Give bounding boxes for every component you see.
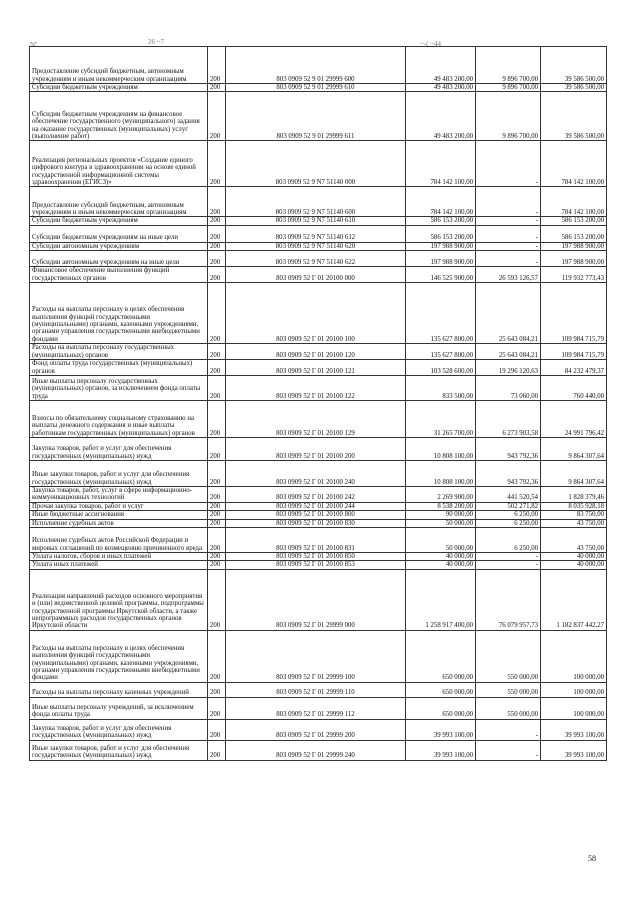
row-code: 803 0909 52 9 N7 51140 600 xyxy=(226,187,406,217)
row-name: Расходы на выплаты персоналу в целях обеспечения выполнения функций государственными (муниципальными) органами, казенными учреждениями, органами управления государственными внебюджетными фондами xyxy=(30,283,208,344)
table-row xyxy=(30,187,607,217)
row-remaining: 1 182 837 442,27 xyxy=(541,569,607,630)
table-row xyxy=(30,502,607,510)
row-name: Субсидии бюджетным учреждениям xyxy=(30,217,208,225)
row-approved: 50 000,00 xyxy=(406,528,476,553)
row-name: Иные выплаты персоналу государственных (муниципальных) органов, за исключением фонда оплаты труда xyxy=(30,376,208,401)
row-kosgu: 200 xyxy=(208,561,226,569)
row-approved: 49 483 200,00 xyxy=(406,84,476,92)
handwritten-mark-left: Nº xyxy=(30,41,38,49)
row-code: 803 0909 52 Г 01 20100 830 xyxy=(226,519,406,527)
row-approved: 650 000,00 xyxy=(406,697,476,719)
row-remaining: 39 993 100,00 xyxy=(541,740,607,760)
row-kosgu: 200 xyxy=(208,519,226,527)
row-kosgu: 200 xyxy=(208,84,226,92)
table-row xyxy=(30,561,607,569)
row-approved: 31 265 700,00 xyxy=(406,401,476,438)
row-executed: - xyxy=(476,225,541,242)
row-kosgu: 200 xyxy=(208,141,226,187)
table-row xyxy=(30,360,607,376)
row-code: 803 0909 52 9 01 29999 610 xyxy=(226,84,406,92)
row-executed: - xyxy=(476,141,541,187)
row-executed: 502 271,82 xyxy=(476,502,541,510)
row-kosgu: 200 xyxy=(208,401,226,438)
row-executed: 6 273 903,58 xyxy=(476,401,541,438)
row-code: 803 0909 52 Г 01 20100 800 xyxy=(226,511,406,519)
row-name: Закупка товаров, работ и услуг для обеспечения государственных (муниципальных) нужд xyxy=(30,438,208,461)
row-remaining: 1 828 379,46 xyxy=(541,487,607,503)
row-executed: - xyxy=(476,242,541,250)
row-name: Расходы на выплаты персоналу в целях обеспечения выполнения функций государственными (муниципальными) органами, казенными учреждениями, органами управления государственными внебюджетными фондами xyxy=(30,630,208,682)
table-row xyxy=(30,719,607,740)
row-executed: 6 250,00 xyxy=(476,528,541,553)
table-row xyxy=(30,251,607,267)
table-row xyxy=(30,511,607,519)
row-executed: - xyxy=(476,553,541,561)
row-kosgu: 200 xyxy=(208,569,226,630)
row-remaining: 197 988 900,00 xyxy=(541,251,607,267)
row-kosgu: 200 xyxy=(208,630,226,682)
row-code: 803 0909 52 Г 01 20100 121 xyxy=(226,360,406,376)
row-executed: 9 896 700,00 xyxy=(476,47,541,84)
table-row xyxy=(30,740,607,760)
row-approved: 833 500,00 xyxy=(406,376,476,401)
row-kosgu: 200 xyxy=(208,438,226,461)
table-row xyxy=(30,84,607,92)
row-approved: 586 153 200,00 xyxy=(406,225,476,242)
table-row xyxy=(30,401,607,438)
row-approved: 39 993 100,00 xyxy=(406,719,476,740)
row-executed: - xyxy=(476,561,541,569)
row-remaining: 109 984 715,79 xyxy=(541,344,607,360)
row-name: Уплата иных платежей xyxy=(30,561,208,569)
row-code: 803 0909 52 9 01 29999 600 xyxy=(226,47,406,84)
row-kosgu: 200 xyxy=(208,376,226,401)
row-code: 803 0909 52 9 N7 51140 622 xyxy=(226,251,406,267)
row-code: 803 0909 52 Г 01 29999 240 xyxy=(226,740,406,760)
table-row xyxy=(30,344,607,360)
row-remaining: 100 000,00 xyxy=(541,682,607,697)
row-name: Субсидии автономным учреждениям xyxy=(30,242,208,250)
row-approved: 146 525 900,00 xyxy=(406,267,476,283)
table-row xyxy=(30,438,607,461)
row-name: Исполнение судебных актов Российской Федерации и мировых соглашений по возмещению причиненного вреда xyxy=(30,528,208,553)
row-remaining: 39 586 500,00 xyxy=(541,47,607,84)
row-remaining: 83 750,00 xyxy=(541,511,607,519)
row-code: 803 0909 52 9 N7 51140 610 xyxy=(226,217,406,225)
row-name: Уплата налогов, сборов и иных платежей xyxy=(30,553,208,561)
row-approved: 135 627 800,00 xyxy=(406,344,476,360)
row-code: 803 0909 52 Г 01 20100 850 xyxy=(226,553,406,561)
row-executed: 19 296 120,63 xyxy=(476,360,541,376)
table-row xyxy=(30,141,607,187)
handwritten-mark-middle: 26 ~7 xyxy=(148,38,165,46)
row-kosgu: 200 xyxy=(208,511,226,519)
row-remaining: 100 000,00 xyxy=(541,630,607,682)
row-code: 803 0909 52 Г 01 20100 242 xyxy=(226,487,406,503)
table-row xyxy=(30,92,607,141)
row-remaining: 24 991 796,42 xyxy=(541,401,607,438)
row-code: 803 0909 52 Г 01 20100 244 xyxy=(226,502,406,510)
row-name: Субсидии бюджетным учреждениям на иные цели xyxy=(30,225,208,242)
table-row xyxy=(30,487,607,503)
row-name: Предоставление субсидий бюджетным, автономным учреждениям и иным некоммерческим организациям xyxy=(30,47,208,84)
row-kosgu: 200 xyxy=(208,487,226,503)
row-kosgu: 200 xyxy=(208,719,226,740)
row-kosgu: 200 xyxy=(208,740,226,760)
row-code: 803 0909 52 Г 01 29999 100 xyxy=(226,630,406,682)
table-row xyxy=(30,630,607,682)
row-kosgu: 200 xyxy=(208,92,226,141)
row-code: 803 0909 52 Г 01 29999 110 xyxy=(226,682,406,697)
row-kosgu: 200 xyxy=(208,283,226,344)
row-approved: 650 000,00 xyxy=(406,630,476,682)
row-name: Взносы по обязательному социальному страхованию на выплаты денежного содержания и иные выплаты работникам государственных (муниципальных) органов xyxy=(30,401,208,438)
row-approved: 10 808 100,00 xyxy=(406,461,476,487)
row-name: Субсидии бюджетным учреждениям на финансовое обеспечение государственного (муниципального) задания на оказание государственных (муниципальных) услуг (выполнение работ) xyxy=(30,92,208,141)
row-remaining: 40 000,00 xyxy=(541,553,607,561)
row-approved: 197 988 900,00 xyxy=(406,242,476,250)
row-kosgu: 200 xyxy=(208,697,226,719)
row-name: Финансовое обеспечение выполнения функций государственных органов xyxy=(30,267,208,283)
row-kosgu: 200 xyxy=(208,461,226,487)
row-approved: 40 000,00 xyxy=(406,561,476,569)
row-code: 803 0909 52 Г 01 20100 122 xyxy=(226,376,406,401)
row-executed: 6 250,00 xyxy=(476,519,541,527)
row-kosgu: 200 xyxy=(208,187,226,217)
row-approved: 39 993 100,00 xyxy=(406,740,476,760)
row-executed: - xyxy=(476,251,541,267)
row-name: Прочая закупка товаров, работ и услуг xyxy=(30,502,208,510)
row-name: Реализация направлений расходов основного мероприятия и (или) ведомственной целевой программы, подпрограммы государственной программы Иркутской области, а также непрограммных расходов государственных органов Иркутской области xyxy=(30,569,208,630)
row-name: Закупка товаров, работ, услуг в сфере информационно-коммуникационных технологий xyxy=(30,487,208,503)
table-row xyxy=(30,461,607,487)
row-remaining: 84 232 479,37 xyxy=(541,360,607,376)
row-remaining: 109 984 715,79 xyxy=(541,283,607,344)
row-approved: 586 153 200,00 xyxy=(406,217,476,225)
row-executed: - xyxy=(476,187,541,217)
row-code: 803 0909 52 9 N7 51140 620 xyxy=(226,242,406,250)
row-code: 803 0909 52 Г 01 20100 120 xyxy=(226,344,406,360)
row-approved: 90 000,00 xyxy=(406,511,476,519)
row-remaining: 9 864 307,64 xyxy=(541,461,607,487)
row-code: 803 0909 52 Г 01 20100 129 xyxy=(226,401,406,438)
row-name: Расходы на выплаты персоналу государственных (муниципальных) органов xyxy=(30,344,208,360)
row-code: 803 0909 52 Г 01 29999 000 xyxy=(226,569,406,630)
row-executed: - xyxy=(476,217,541,225)
row-remaining: 40 000,00 xyxy=(541,561,607,569)
row-kosgu: 200 xyxy=(208,553,226,561)
row-remaining: 197 988 900,00 xyxy=(541,242,607,250)
table-row xyxy=(30,242,607,250)
row-name: Реализация региональных проектов «Создание единого цифрового контура в здравоохранении на основе единой государственной информационной системы здравоохранения (ЕГИСЗ)» xyxy=(30,141,208,187)
row-name: Иные бюджетные ассигнования xyxy=(30,511,208,519)
row-code: 803 0909 52 9 N7 51140 000 xyxy=(226,141,406,187)
row-name: Закупка товаров, работ и услуг для обеспечения государственных (муниципальных) нужд xyxy=(30,719,208,740)
table-row xyxy=(30,519,607,527)
row-name: Расходы на выплаты персоналу казенных учреждений xyxy=(30,682,208,697)
row-approved: 2 269 900,00 xyxy=(406,487,476,503)
row-name: Иные закупки товаров, работ и услуг для обеспечения государственных (муниципальных) нужд xyxy=(30,740,208,760)
row-executed: - xyxy=(476,719,541,740)
row-executed: 25 643 084,21 xyxy=(476,344,541,360)
row-remaining: 43 750,00 xyxy=(541,528,607,553)
row-remaining: 784 142 100,00 xyxy=(541,187,607,217)
table-row xyxy=(30,225,607,242)
row-approved: 49 483 200,00 xyxy=(406,92,476,141)
table-row xyxy=(30,697,607,719)
row-code: 803 0909 52 Г 01 29999 112 xyxy=(226,697,406,719)
row-remaining: 586 153 200,00 xyxy=(541,225,607,242)
row-executed: 6 250,00 xyxy=(476,511,541,519)
table-row xyxy=(30,217,607,225)
row-approved: 40 000,00 xyxy=(406,553,476,561)
row-name: Исполнение судебных актов xyxy=(30,519,208,527)
row-executed: 550 000,00 xyxy=(476,682,541,697)
row-approved: 784 142 100,00 xyxy=(406,187,476,217)
handwritten-mark-right: ~-( ~44 xyxy=(420,40,441,48)
row-approved: 1 258 917 400,00 xyxy=(406,569,476,630)
row-remaining: 39 586 500,00 xyxy=(541,84,607,92)
row-executed: 73 060,00 xyxy=(476,376,541,401)
row-remaining: 119 932 773,43 xyxy=(541,267,607,283)
table-row xyxy=(30,283,607,344)
table-row xyxy=(30,569,607,630)
row-code: 803 0909 52 Г 01 29999 200 xyxy=(226,719,406,740)
row-executed: 441 520,54 xyxy=(476,487,541,503)
row-approved: 784 142 100,00 xyxy=(406,141,476,187)
row-executed: 550 000,00 xyxy=(476,697,541,719)
row-executed: 26 593 126,57 xyxy=(476,267,541,283)
row-kosgu: 200 xyxy=(208,682,226,697)
table-row xyxy=(30,682,607,697)
row-executed: 943 792,36 xyxy=(476,461,541,487)
row-code: 803 0909 52 9 N7 51140 612 xyxy=(226,225,406,242)
row-remaining: 8 035 928,18 xyxy=(541,502,607,510)
row-remaining: 39 993 100,00 xyxy=(541,719,607,740)
row-remaining: 784 142 100,00 xyxy=(541,141,607,187)
row-kosgu: 200 xyxy=(208,267,226,283)
row-approved: 8 538 200,00 xyxy=(406,502,476,510)
row-kosgu: 200 xyxy=(208,251,226,267)
row-kosgu: 200 xyxy=(208,217,226,225)
row-code: 803 0909 52 Г 01 20100 853 xyxy=(226,561,406,569)
row-kosgu: 200 xyxy=(208,360,226,376)
budget-execution-table xyxy=(29,46,607,761)
row-approved: 103 528 600,00 xyxy=(406,360,476,376)
row-executed: - xyxy=(476,740,541,760)
row-code: 803 0909 52 Г 01 20100 000 xyxy=(226,267,406,283)
row-executed: 9 896 700,00 xyxy=(476,92,541,141)
row-remaining: 100 000,00 xyxy=(541,697,607,719)
row-kosgu: 200 xyxy=(208,242,226,250)
row-code: 803 0909 52 9 01 29999 611 xyxy=(226,92,406,141)
row-name: Предоставление субсидий бюджетным, автономным учреждениям и иным некоммерческим организациям xyxy=(30,187,208,217)
row-kosgu: 200 xyxy=(208,502,226,510)
row-approved: 197 988 900,00 xyxy=(406,251,476,267)
row-code: 803 0909 52 Г 01 20100 200 xyxy=(226,438,406,461)
row-kosgu: 200 xyxy=(208,528,226,553)
row-name: Субсидии автономным учреждениям на иные цели xyxy=(30,251,208,267)
page-number: 58 xyxy=(588,854,596,863)
row-name: Иные закупки товаров, работ и услуг для обеспечения государственных (муниципальных) нужд xyxy=(30,461,208,487)
row-approved: 49 483 200,00 xyxy=(406,47,476,84)
row-approved: 10 808 100,00 xyxy=(406,438,476,461)
row-kosgu: 200 xyxy=(208,344,226,360)
row-executed: 943 792,36 xyxy=(476,438,541,461)
row-executed: 76 079 957,73 xyxy=(476,569,541,630)
row-approved: 50 000,00 xyxy=(406,519,476,527)
row-remaining: 39 586 500,00 xyxy=(541,92,607,141)
table-row xyxy=(30,267,607,283)
row-executed: 25 643 084,21 xyxy=(476,283,541,344)
row-name: Субсидии бюджетным учреждениям xyxy=(30,84,208,92)
row-kosgu: 200 xyxy=(208,47,226,84)
row-remaining: 9 864 307,64 xyxy=(541,438,607,461)
row-kosgu: 200 xyxy=(208,225,226,242)
table-row xyxy=(30,528,607,553)
row-approved: 135 627 800,00 xyxy=(406,283,476,344)
row-approved: 650 000,00 xyxy=(406,682,476,697)
row-remaining: 586 153 200,00 xyxy=(541,217,607,225)
table-row xyxy=(30,47,607,84)
row-name: Фонд оплаты труда государственных (муниципальных) органов xyxy=(30,360,208,376)
row-code: 803 0909 52 Г 01 20100 100 xyxy=(226,283,406,344)
table-row xyxy=(30,376,607,401)
row-code: 803 0909 52 Г 01 20100 831 xyxy=(226,528,406,553)
row-code: 803 0909 52 Г 01 20100 240 xyxy=(226,461,406,487)
row-remaining: 43 750,00 xyxy=(541,519,607,527)
row-remaining: 760 440,00 xyxy=(541,376,607,401)
row-executed: 9 896 700,00 xyxy=(476,84,541,92)
table-row xyxy=(30,553,607,561)
row-name: Иные выплаты персоналу учреждений, за исключением фонда оплаты труда xyxy=(30,697,208,719)
row-executed: 550 000,00 xyxy=(476,630,541,682)
